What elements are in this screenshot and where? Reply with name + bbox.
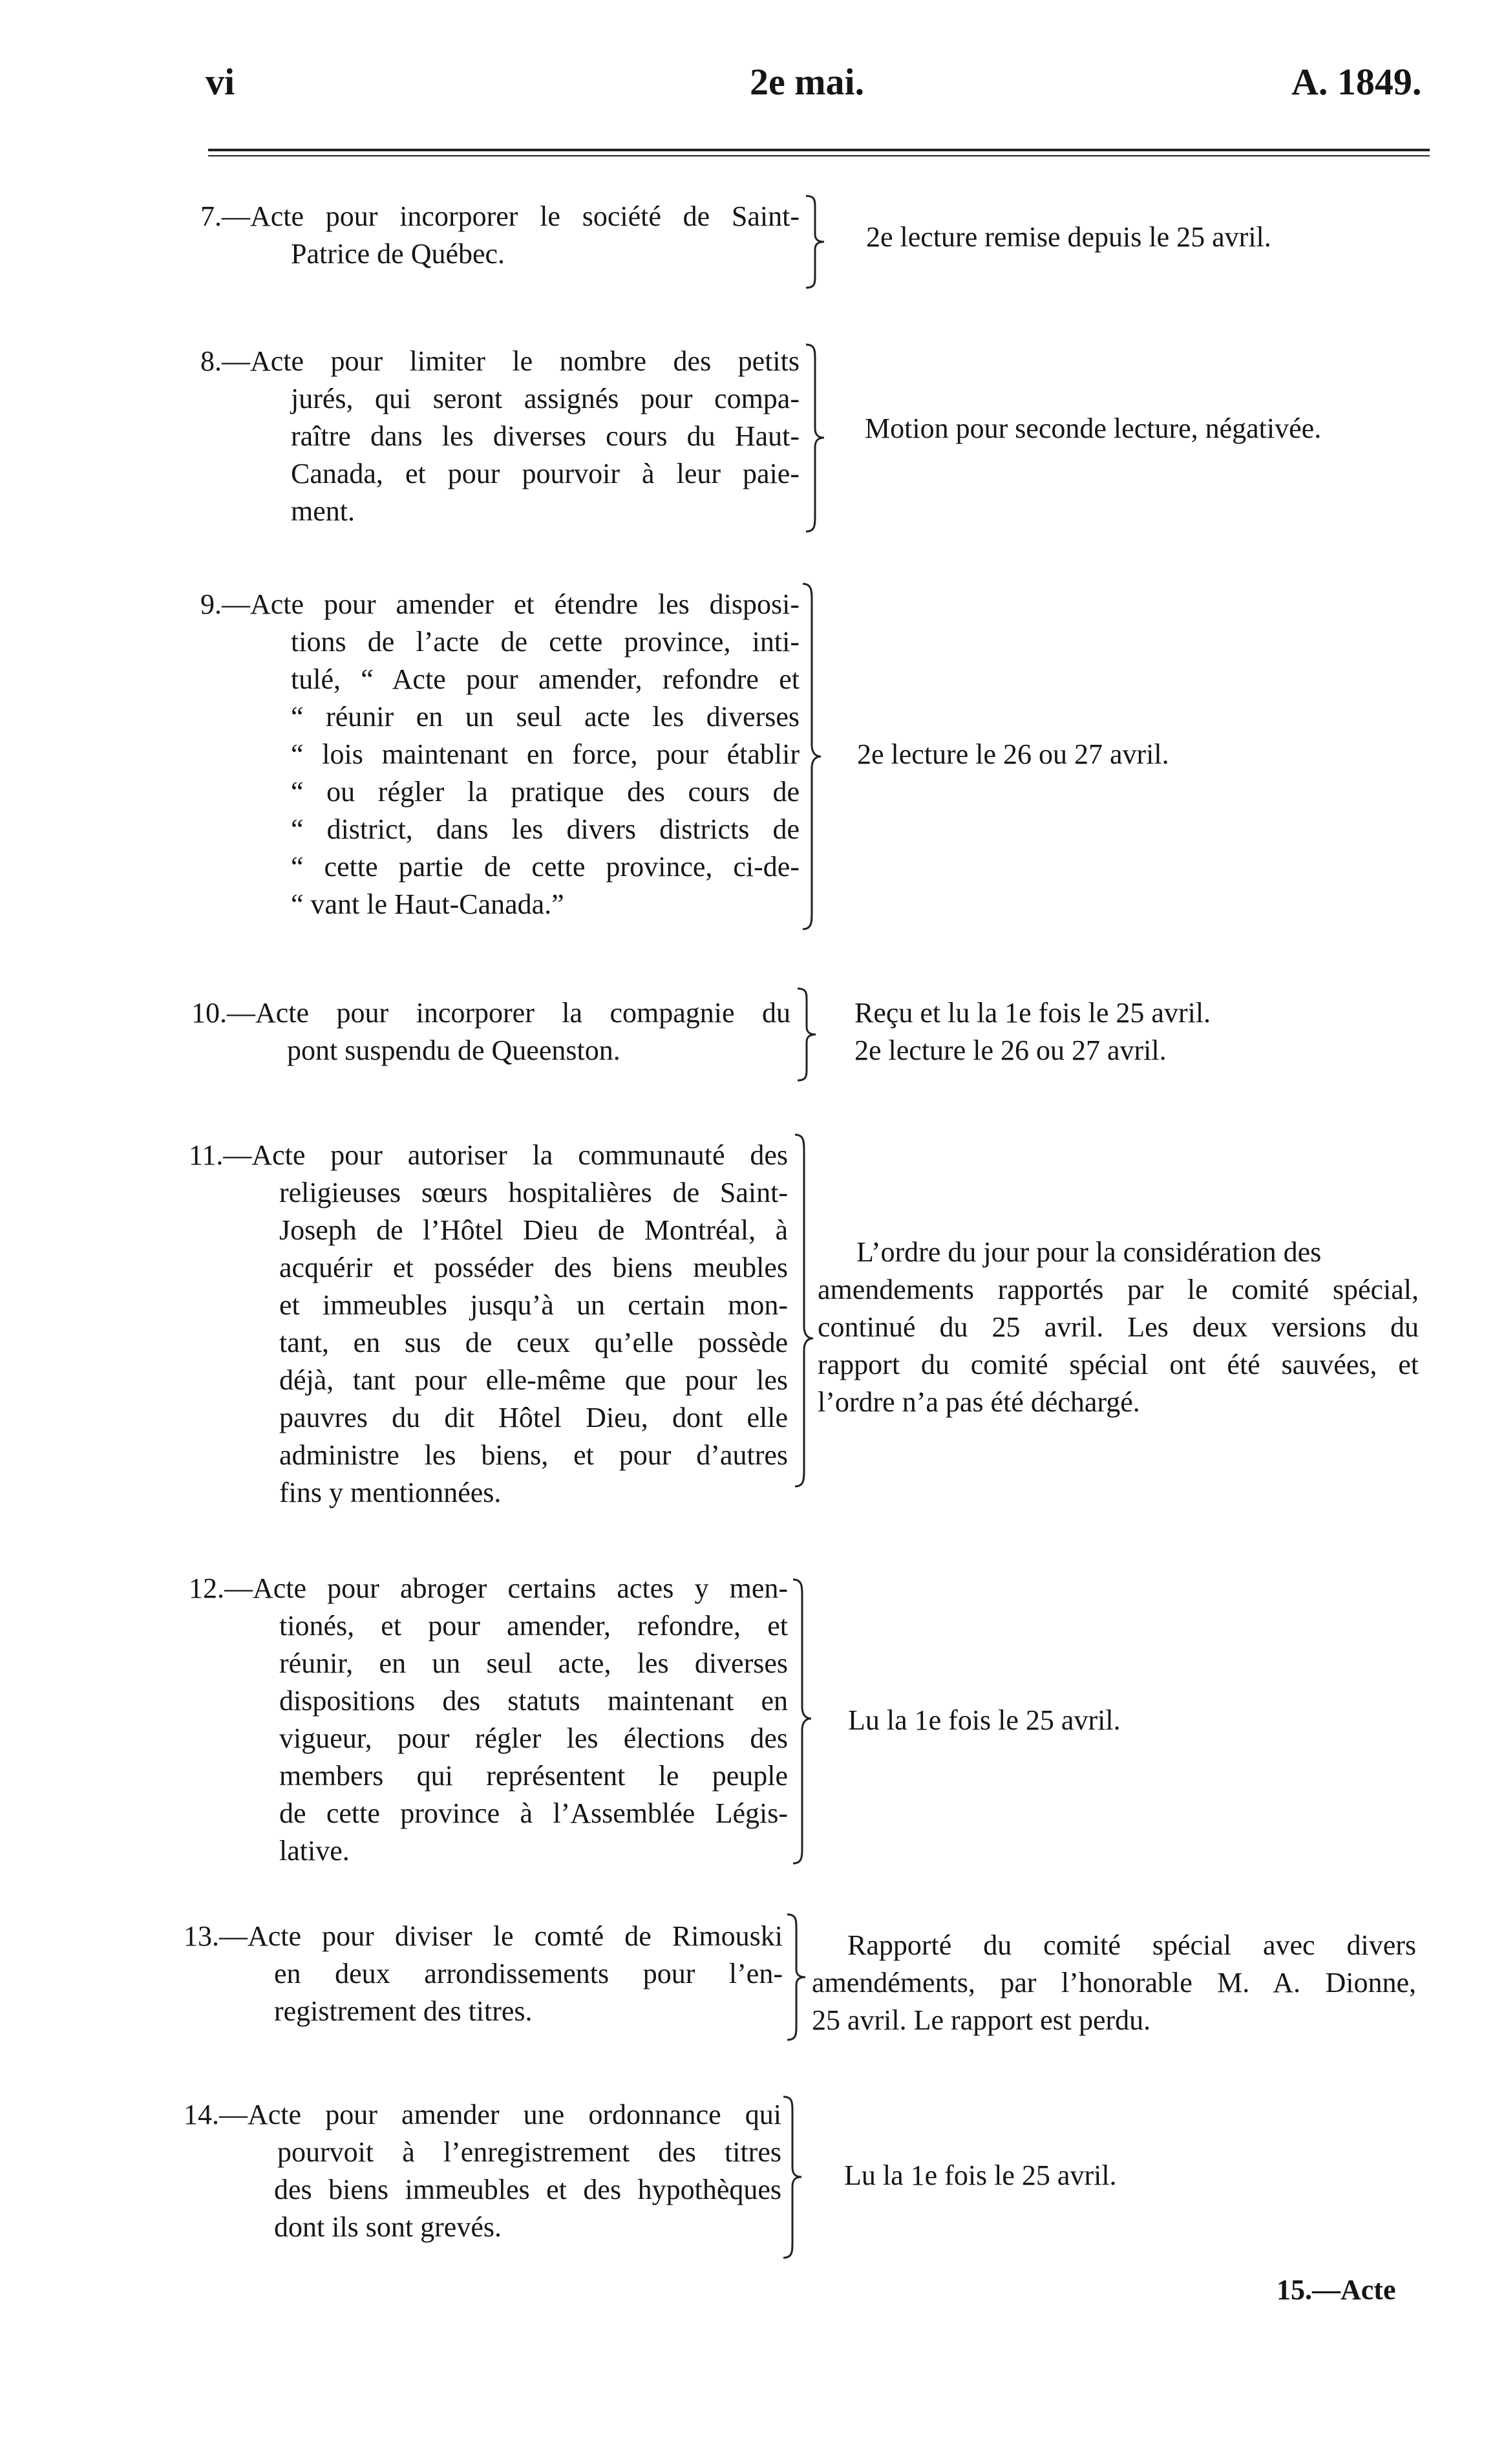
bill-line: ment.	[291, 495, 355, 527]
bill-entry-9	[200, 586, 800, 923]
bill-entry-13	[184, 1918, 783, 2030]
bill-line: administre les biens, et pour d’autres	[279, 1439, 788, 1471]
page-date: 2e mai.	[750, 61, 865, 103]
bill-line: pourvoit à l’enregistrement des titres	[277, 2136, 781, 2168]
bill-line: tions de l’acte de cette province, inti-	[291, 626, 800, 658]
brace	[796, 987, 818, 1082]
page-number: vi	[206, 61, 235, 103]
bill-line: “ cette partie de cette province, ci-de-	[291, 851, 800, 883]
bill-line: de cette province à l’Assemblée Légis-	[279, 1797, 788, 1829]
status-note-8	[865, 410, 1459, 447]
bill-line: vigueur, pour régler les élections des	[279, 1722, 788, 1754]
bill-line: tant, en sus de ceux qu’elle possède	[279, 1327, 788, 1358]
status-note-11	[818, 1234, 1419, 1421]
bill-line: des biens immeubles et des hypothèques	[274, 2174, 781, 2205]
header-rule-bottom	[208, 155, 1430, 156]
status-note-7	[866, 219, 1461, 256]
brace	[805, 194, 827, 290]
note-line: L’ordre du jour pour la considération des	[856, 1236, 1322, 1268]
status-note-10	[854, 994, 1449, 1069]
bill-line: raître dans les diverses cours du Haut-	[291, 420, 800, 452]
bill-line: registrement des titres.	[274, 1995, 533, 2027]
brace	[801, 582, 823, 931]
bill-line: pont suspendu de Queenston.	[287, 1034, 620, 1066]
bill-line: “ ou régler la pratique des cours de	[291, 776, 800, 808]
bill-line: 10.—Acte pour incorporer la compagnie du	[191, 997, 790, 1029]
bill-line: “ district, dans les divers districts de	[291, 813, 800, 845]
note-line: continué du 25 avril. Les deux versions du	[818, 1311, 1419, 1343]
bill-line: 7.—Acte pour incorporer le société de Saint-	[200, 200, 800, 232]
bill-line: Joseph de l’Hôtel Dieu de Montréal, à	[279, 1214, 788, 1246]
bill-line: réunir, en un seul acte, les diverses	[279, 1647, 788, 1679]
bill-line: fins y mentionnées.	[279, 1477, 502, 1508]
bill-line: dispositions des statuts maintenant en	[279, 1685, 788, 1717]
status-note-14	[844, 2157, 1439, 2194]
bill-line: 9.—Acte pour amender et étendre les disposi-	[200, 588, 800, 620]
note-line: Lu la 1e fois le 25 avril.	[848, 1704, 1121, 1736]
note-line: amendements rapportés par le comité spécial,	[818, 1274, 1419, 1305]
bill-line: “ réunir en un seul acte les diverses	[291, 701, 800, 733]
bill-line: acquérir et posséder des biens meubles	[279, 1252, 788, 1283]
bill-line: religieuses sœurs hospitalières de Saint-	[279, 1177, 788, 1208]
bill-line: 14.—Acte pour amender une ordonnance qui	[184, 2099, 781, 2130]
note-line: Lu la 1e fois le 25 avril.	[844, 2159, 1117, 2191]
brace	[805, 343, 827, 533]
brace	[786, 1912, 808, 2042]
note-line: 2e lecture le 26 ou 27 avril.	[854, 1034, 1167, 1066]
brace	[782, 2095, 804, 2260]
bill-line: 8.—Acte pour limiter le nombre des petits	[200, 345, 800, 377]
bill-entry-7	[200, 198, 800, 273]
bill-entry-10	[191, 994, 790, 1069]
catchword: 15.—Acte	[1277, 2274, 1396, 2306]
bill-line: jurés, qui seront assignés pour compa-	[291, 383, 800, 414]
note-line: 2e lecture le 26 ou 27 avril.	[857, 738, 1169, 770]
status-note-13	[812, 1927, 1416, 2039]
status-note-12	[848, 1702, 1443, 1739]
bill-line: tionés, et pour amender, refondre, et	[279, 1610, 788, 1642]
bill-line: “ vant le Haut-Canada.”	[291, 888, 564, 920]
note-line: 25 avril. Le rapport est perdu.	[812, 2004, 1151, 2036]
note-line: amendéments, par l’honorable M. A. Dionne,	[812, 1967, 1416, 1998]
header-rule-top	[208, 149, 1430, 151]
bill-line: 13.—Acte pour diviser le comté de Rimouski	[184, 1920, 783, 1952]
bill-entry-14	[184, 2096, 781, 2246]
bill-entry-12	[189, 1570, 788, 1870]
bill-line: “ lois maintenant en force, pour établir	[291, 738, 800, 770]
bill-line: 12.—Acte pour abroger certains actes y men-	[189, 1572, 788, 1604]
note-line: l’ordre n’a pas été déchargé.	[818, 1386, 1140, 1418]
bill-line: déjà, tant pour elle-même que pour les	[279, 1364, 788, 1396]
note-line: Rapporté du comité spécial avec divers	[847, 1929, 1416, 1961]
bill-line: Patrice de Québec.	[291, 238, 505, 270]
bill-line: en deux arrondissements pour l’en-	[274, 1958, 783, 1989]
bill-line: dont ils sont grevés.	[274, 2211, 502, 2243]
bill-line: 11.—Acte pour autoriser la communauté des	[189, 1139, 788, 1171]
bill-entry-11	[189, 1137, 788, 1512]
bill-line: tulé, “ Acte pour amender, refondre et	[291, 663, 800, 695]
note-line: Reçu et lu la 1e fois le 25 avril.	[854, 997, 1211, 1029]
brace	[794, 1133, 816, 1488]
bill-entry-8	[200, 343, 800, 530]
note-line: rapport du comité spécial ont été sauvées, et	[818, 1349, 1419, 1380]
bill-line: members qui représentent le peuple	[279, 1760, 788, 1792]
page-year: A. 1849.	[1291, 61, 1422, 103]
note-line: Motion pour seconde lecture, négativée.	[865, 412, 1322, 444]
note-line: 2e lecture remise depuis le 25 avril.	[866, 221, 1271, 253]
bill-line: et immeubles jusqu’à un certain mon-	[279, 1289, 788, 1321]
bill-line: lative.	[279, 1835, 350, 1867]
status-note-9	[857, 736, 1452, 773]
bill-line: pauvres du dit Hôtel Dieu, dont elle	[279, 1402, 788, 1433]
bill-line: Canada, et pour pourvoir à leur paie-	[291, 458, 800, 489]
brace	[792, 1578, 814, 1865]
